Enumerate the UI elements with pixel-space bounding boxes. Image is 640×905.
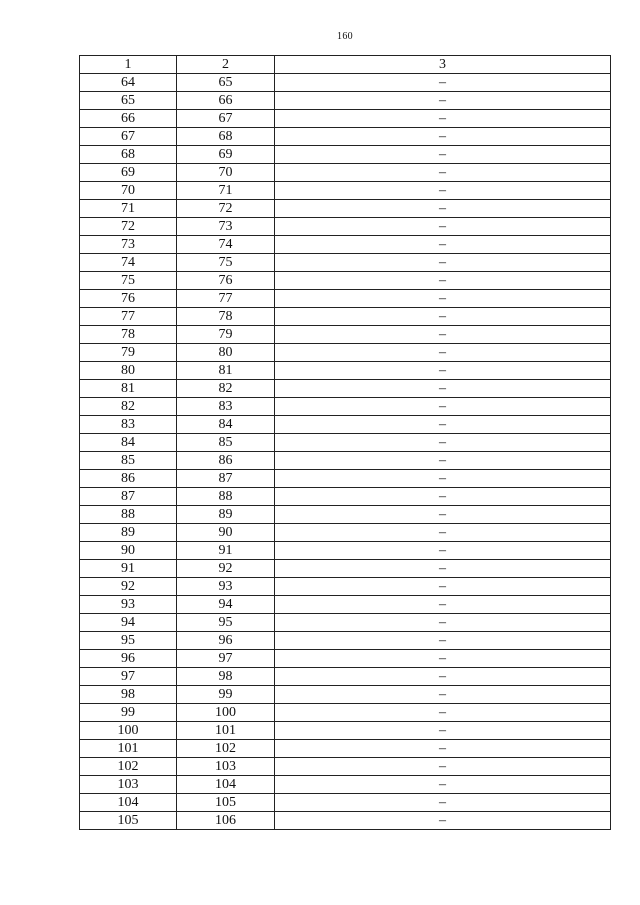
table-cell-col-2: 96: [177, 632, 275, 650]
table-cell-col-1: 98: [80, 686, 177, 704]
table-cell-col-3: –: [275, 578, 611, 596]
table-row: [80, 758, 611, 776]
table-row: [80, 74, 611, 92]
table-row: [80, 344, 611, 362]
table-cell-col-1: 88: [80, 506, 177, 524]
table-cell-col-2: 71: [177, 182, 275, 200]
table-cell-col-3: –: [275, 362, 611, 380]
table-cell-col-1: 93: [80, 596, 177, 614]
table-cell-col-1: 65: [80, 92, 177, 110]
table-cell-col-2: 83: [177, 398, 275, 416]
table-row: [80, 452, 611, 470]
table-cell-col-1: 99: [80, 704, 177, 722]
table-row: [80, 632, 611, 650]
table-cell-col-3: –: [275, 200, 611, 218]
table-row: [80, 308, 611, 326]
table-row: [80, 794, 611, 812]
table-cell-col-2: 89: [177, 506, 275, 524]
table-row: [80, 722, 611, 740]
table-row: [80, 524, 611, 542]
table-cell-col-1: 92: [80, 578, 177, 596]
table-cell-col-2: 72: [177, 200, 275, 218]
table-cell-col-3: –: [275, 326, 611, 344]
table-cell-col-2: 100: [177, 704, 275, 722]
table-cell-col-2: 105: [177, 794, 275, 812]
table-cell-col-1: 64: [80, 74, 177, 92]
table-row: [80, 542, 611, 560]
table-cell-col-3: –: [275, 398, 611, 416]
table-cell-col-3: –: [275, 614, 611, 632]
table-cell-col-1: 71: [80, 200, 177, 218]
table-cell-col-3: –: [275, 74, 611, 92]
table-cell-col-2: 77: [177, 290, 275, 308]
table-cell-col-1: 77: [80, 308, 177, 326]
table-cell-col-3: –: [275, 686, 611, 704]
table-row: [80, 614, 611, 632]
table-row: [80, 776, 611, 794]
table-cell-col-2: 84: [177, 416, 275, 434]
table-cell-col-3: –: [275, 128, 611, 146]
table-cell-col-2: 102: [177, 740, 275, 758]
table-cell-col-1: 73: [80, 236, 177, 254]
table-cell-col-3: –: [275, 218, 611, 236]
table-cell-col-3: –: [275, 164, 611, 182]
table-row: [80, 578, 611, 596]
table-cell-col-3: –: [275, 704, 611, 722]
table-row: [80, 290, 611, 308]
table-cell-col-3: –: [275, 254, 611, 272]
table-cell-col-1: 104: [80, 794, 177, 812]
table-row: [80, 704, 611, 722]
table-cell-col-1: 74: [80, 254, 177, 272]
table-row: [80, 416, 611, 434]
table-cell-col-1: 103: [80, 776, 177, 794]
table-cell-col-1: 82: [80, 398, 177, 416]
table-row: [80, 650, 611, 668]
table-cell-col-1: 94: [80, 614, 177, 632]
table-row: [80, 92, 611, 110]
table-row: [80, 218, 611, 236]
table-row: [80, 740, 611, 758]
table-cell-col-3: –: [275, 272, 611, 290]
table-cell-col-2: 93: [177, 578, 275, 596]
table-body: [80, 74, 611, 830]
table-row: [80, 362, 611, 380]
data-table: [79, 55, 611, 830]
table-cell-col-2: 97: [177, 650, 275, 668]
table-cell-col-1: 75: [80, 272, 177, 290]
table-row: [80, 596, 611, 614]
table-cell-col-2: 101: [177, 722, 275, 740]
table-cell-col-3: –: [275, 758, 611, 776]
table-row: [80, 398, 611, 416]
table-cell-col-3: –: [275, 560, 611, 578]
table-cell-col-3: –: [275, 488, 611, 506]
table-cell-col-2: 65: [177, 74, 275, 92]
table-cell-col-1: 69: [80, 164, 177, 182]
table-cell-col-3: –: [275, 650, 611, 668]
table-row: [80, 164, 611, 182]
table-cell-col-3: –: [275, 812, 611, 830]
table-cell-col-3: –: [275, 146, 611, 164]
table-cell-col-3: –: [275, 92, 611, 110]
table-cell-col-1: 81: [80, 380, 177, 398]
table-cell-col-2: 91: [177, 542, 275, 560]
table-cell-col-2: 104: [177, 776, 275, 794]
table-row: [80, 380, 611, 398]
table-cell-col-2: 98: [177, 668, 275, 686]
table-cell-col-2: 94: [177, 596, 275, 614]
table-row: [80, 146, 611, 164]
column-header-2: 2: [177, 56, 275, 74]
table-row: [80, 110, 611, 128]
table-cell-col-2: 70: [177, 164, 275, 182]
table-cell-col-3: –: [275, 344, 611, 362]
table-cell-col-3: –: [275, 470, 611, 488]
table-cell-col-2: 67: [177, 110, 275, 128]
table-cell-col-3: –: [275, 308, 611, 326]
table-cell-col-2: 75: [177, 254, 275, 272]
table-cell-col-1: 80: [80, 362, 177, 380]
table-cell-col-1: 85: [80, 452, 177, 470]
table-cell-col-1: 102: [80, 758, 177, 776]
table-cell-col-3: –: [275, 182, 611, 200]
column-header-1: 1: [80, 56, 177, 74]
table-cell-col-3: –: [275, 632, 611, 650]
table-cell-col-3: –: [275, 722, 611, 740]
table-row: [80, 236, 611, 254]
table-cell-col-2: 80: [177, 344, 275, 362]
table-cell-col-3: –: [275, 236, 611, 254]
table-cell-col-3: –: [275, 290, 611, 308]
table-cell-col-3: –: [275, 596, 611, 614]
table-cell-col-2: 74: [177, 236, 275, 254]
table-cell-col-1: 76: [80, 290, 177, 308]
table-row: [80, 182, 611, 200]
table-cell-col-2: 86: [177, 452, 275, 470]
table-cell-col-1: 68: [80, 146, 177, 164]
table-row: [80, 326, 611, 344]
table-cell-col-1: 70: [80, 182, 177, 200]
page-number: 160: [337, 31, 353, 42]
table-cell-col-2: 95: [177, 614, 275, 632]
table-cell-col-2: 79: [177, 326, 275, 344]
column-header-3: 3: [275, 56, 611, 74]
table-cell-col-1: 86: [80, 470, 177, 488]
table-cell-col-2: 99: [177, 686, 275, 704]
table-cell-col-1: 79: [80, 344, 177, 362]
table-row: [80, 812, 611, 830]
table-row: [80, 434, 611, 452]
table-cell-col-2: 66: [177, 92, 275, 110]
table-cell-col-2: 106: [177, 812, 275, 830]
table-cell-col-1: 72: [80, 218, 177, 236]
table-row: [80, 272, 611, 290]
table-row: [80, 560, 611, 578]
table-row: [80, 686, 611, 704]
table-cell-col-2: 90: [177, 524, 275, 542]
table-cell-col-1: 89: [80, 524, 177, 542]
table-cell-col-3: –: [275, 542, 611, 560]
table-row: [80, 488, 611, 506]
table-cell-col-3: –: [275, 434, 611, 452]
table-cell-col-1: 91: [80, 560, 177, 578]
table-cell-col-1: 96: [80, 650, 177, 668]
table-cell-col-2: 92: [177, 560, 275, 578]
table-cell-col-2: 78: [177, 308, 275, 326]
table-cell-col-3: –: [275, 776, 611, 794]
table-cell-col-3: –: [275, 794, 611, 812]
table-cell-col-2: 103: [177, 758, 275, 776]
table-cell-col-1: 95: [80, 632, 177, 650]
table-cell-col-1: 66: [80, 110, 177, 128]
table-header-row: [80, 56, 611, 74]
table-cell-col-2: 88: [177, 488, 275, 506]
table-cell-col-1: 101: [80, 740, 177, 758]
table-cell-col-1: 67: [80, 128, 177, 146]
table-cell-col-2: 76: [177, 272, 275, 290]
table-row: [80, 254, 611, 272]
table-cell-col-1: 78: [80, 326, 177, 344]
table-cell-col-2: 81: [177, 362, 275, 380]
table-cell-col-2: 85: [177, 434, 275, 452]
table-row: [80, 668, 611, 686]
table-cell-col-1: 84: [80, 434, 177, 452]
table-cell-col-1: 105: [80, 812, 177, 830]
table-row: [80, 506, 611, 524]
table-cell-col-3: –: [275, 740, 611, 758]
table-cell-col-1: 87: [80, 488, 177, 506]
table-cell-col-3: –: [275, 452, 611, 470]
table-cell-col-1: 97: [80, 668, 177, 686]
table-cell-col-2: 73: [177, 218, 275, 236]
table-cell-col-2: 68: [177, 128, 275, 146]
table-cell-col-1: 100: [80, 722, 177, 740]
table-cell-col-1: 83: [80, 416, 177, 434]
table-cell-col-1: 90: [80, 542, 177, 560]
table-cell-col-3: –: [275, 668, 611, 686]
table-cell-col-3: –: [275, 110, 611, 128]
table-cell-col-3: –: [275, 524, 611, 542]
table-cell-col-3: –: [275, 506, 611, 524]
table-cell-col-2: 87: [177, 470, 275, 488]
table-row: [80, 200, 611, 218]
table-cell-col-3: –: [275, 380, 611, 398]
table-cell-col-2: 82: [177, 380, 275, 398]
table-row: [80, 128, 611, 146]
table-cell-col-2: 69: [177, 146, 275, 164]
table-row: [80, 470, 611, 488]
table-cell-col-3: –: [275, 416, 611, 434]
